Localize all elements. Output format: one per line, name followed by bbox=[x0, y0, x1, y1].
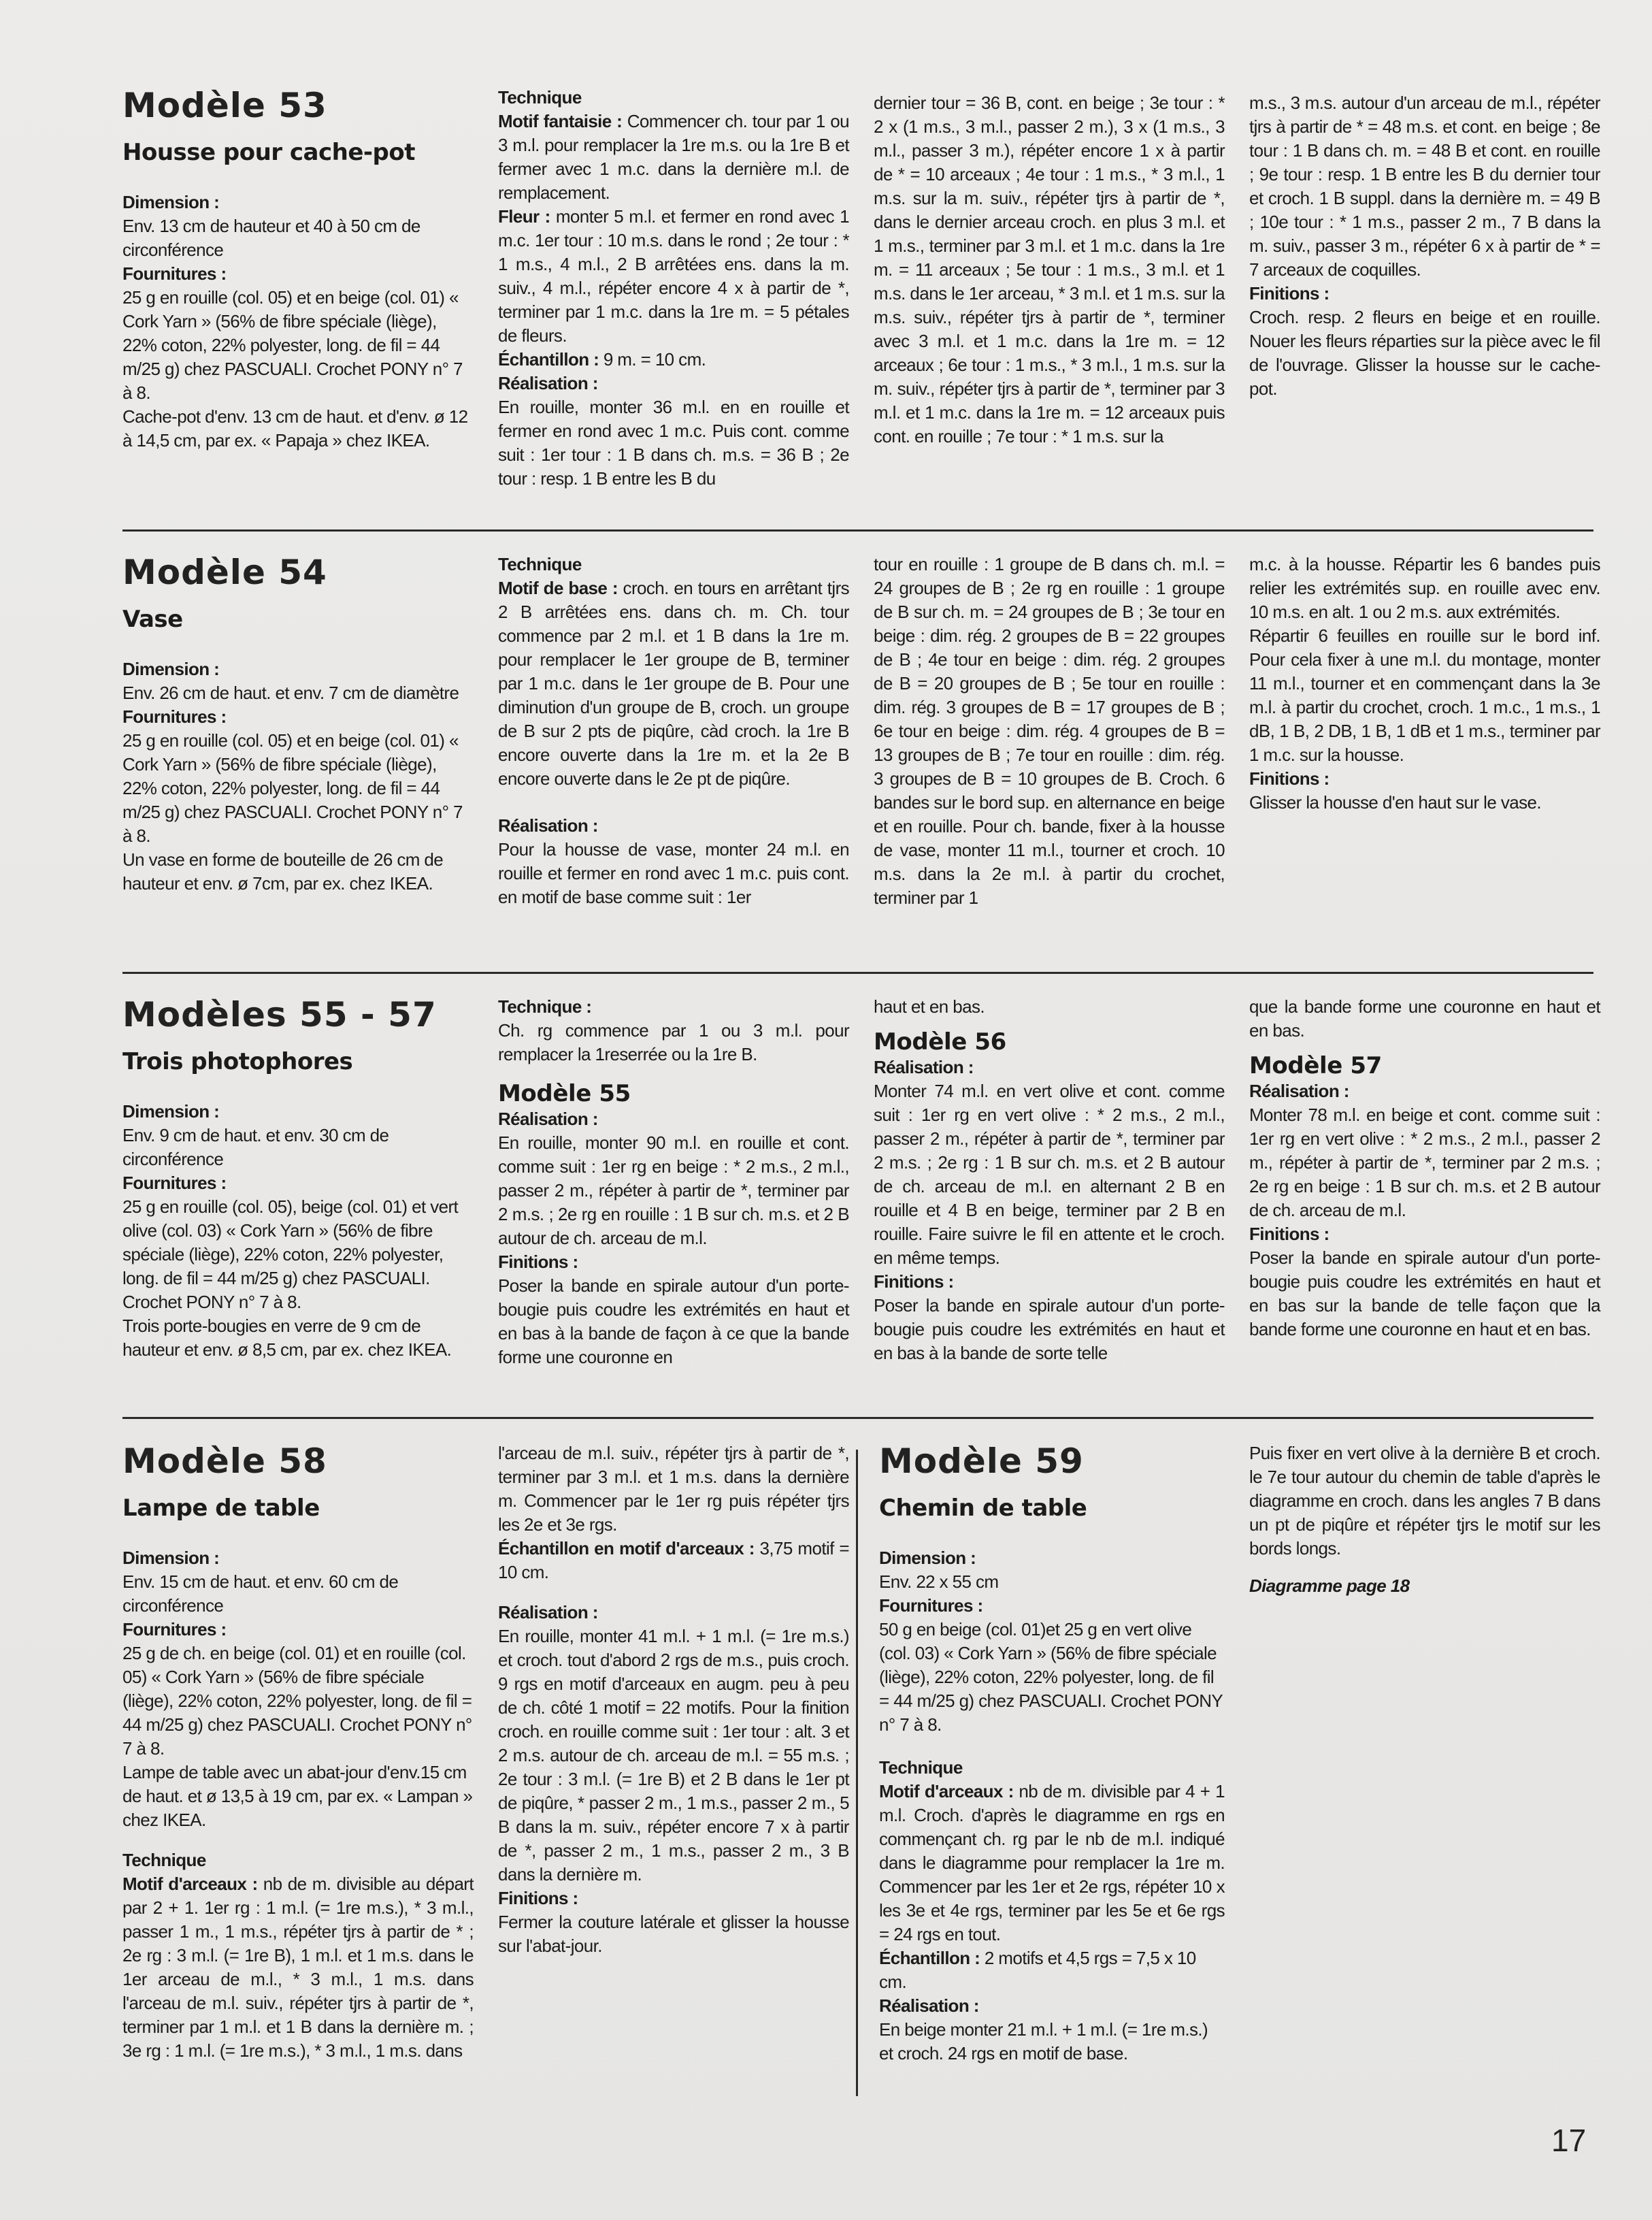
m59-fournitures-heading: Fournitures : bbox=[879, 1595, 983, 1616]
m58-motif: nb de m. divisible au départ par 2 + 1. 1er rg : 1 m.l. (= 1re m.s.), * 3 m.l., passer 1 m., 1 m.s., répéter tjrs à partir de * ; 2e rg : 3 m.l. (= 1re B), 1 m.l. et 1 m.s. dans le 1er arceau de m.l., * 3 m.l., 1 m.s. dans l'arceau de m.l. suiv., répéter tjrs à partir de *, terminer par 1 m.l. et 1 B dans la dernière m. ; 3e rg : 1 m.l. (= 1re m.s.), * 3 m.l., 1 m.s. dans bbox=[122, 1874, 474, 2061]
m53-col4-text: m.s., 3 m.s. autour d'un arceau de m.l., répéter tjrs à partir de * = 48 m.s. et cont. en beige ; 8e tour : 1 B dans ch. m. = 48 B et cont. en rouille ; 9e tour : resp. 1 B entre les B du dernier tour et croch. 1 B suppl. dans la dernière m. = 49 B ; 10e tour : * 1 m.s., passer 2 m., 7 B dans la m. suiv., passer 3 m., répéter 6 x à partir de * = 7 arceaux de coquilles. bbox=[1249, 93, 1600, 280]
m53-echantillon: 9 m. = 10 cm. bbox=[603, 349, 706, 370]
m58-finitions-heading: Finitions : bbox=[498, 1888, 578, 1908]
page-number: 17 bbox=[1551, 2123, 1587, 2158]
m59-dimension-heading: Dimension : bbox=[879, 1548, 976, 1568]
m59-technique-heading: Technique bbox=[879, 1757, 963, 1778]
m54-col-2 bbox=[498, 553, 849, 910]
m54-finitions-heading: Finitions : bbox=[1249, 768, 1329, 789]
m55-finitions: Poser la bande en spirale autour d'un porte-bougie puis coudre les extrémités en haut et en bas à la bande de façon à ce que la bande forme une couronne en bbox=[498, 1275, 849, 1367]
m55-col-1 bbox=[122, 995, 474, 1369]
m54-title: Modèle 54 bbox=[122, 553, 327, 592]
m55-fournitures-2: Trois porte-bougies en verre de 9 cm de hauteur et env. ø 8,5 cm, par ex. chez IKEA. bbox=[122, 1316, 452, 1360]
m53-col-1 bbox=[122, 86, 474, 491]
m55-col3-top: haut et en bas. bbox=[874, 996, 985, 1017]
m59-echantillon-heading: Échantillon : bbox=[879, 1948, 980, 1968]
m55-57-title: Modèles 55 - 57 bbox=[122, 995, 437, 1034]
divider-1 bbox=[122, 529, 1593, 532]
m55-heading: Modèle 55 bbox=[498, 1080, 631, 1107]
m58-dimension-heading: Dimension : bbox=[122, 1548, 220, 1568]
m59-echantillon: 2 motifs et 4,5 rgs = 7,5 x 10 cm. bbox=[879, 1948, 1196, 1992]
m53-fleur: monter 5 m.l. et fermer en rond avec 1 m.c. 1er tour : 10 m.s. dans le rond ; 2e tour : * 1 m.s., 4 m.l., 2 B arrêtées ens. dans la m. suiv., 4 m.l., répéter encore 4 x à partir de *, terminer par 1 m.c. dans la 1re m. = 5 pétales de fleurs. bbox=[498, 206, 850, 346]
m54-motif-heading: Motif de base : bbox=[498, 578, 618, 598]
m53-fournitures: 25 g en rouille (col. 05) et en beige (col. 01) « Cork Yarn » (56% de fibre spéciale (liège), 22% coton, 22% polyester, long. de fil = 44 m/25 g) chez PASCUALI. Crochet PONY n° 7 à 8. bbox=[122, 287, 463, 403]
section-modeles-58-59 bbox=[122, 1441, 1600, 2066]
m55-fournitures: 25 g en rouille (col. 05), beige (col. 01) et vert olive (col. 03) « Cork Yarn » (56% de fibre spéciale (liège), 22% coton, 22% polyester, long. de fil = 44 m/25 g) chez PASCUALI. Crochet PONY n° 7 à 8. bbox=[122, 1196, 459, 1312]
m55-realisation-heading: Réalisation : bbox=[498, 1109, 598, 1129]
m54-fournitures-2: Un vase en forme de bouteille de 26 cm de hauteur et env. ø 7cm, par ex. chez IKEA. bbox=[122, 849, 444, 894]
divider-3 bbox=[122, 1417, 1593, 1419]
m58-fournitures: 25 g de ch. en beige (col. 01) et en rouille (col. 05) « Cork Yarn » (56% de fibre spéciale (liège), 22% coton, 22% polyester, long. de fil = 44 m/25 g) chez PASCUALI. Crochet PONY n° 7 à 8. bbox=[122, 1643, 472, 1759]
m54-motif: croch. en tours en arrêtant tjrs 2 B arrêtées ens. dans ch. m. Ch. tour commence par 2 m.l. et 1 B dans la 1re m. pour remplacer le 1er groupe de B, terminer par 1 m.c. dans le 1er groupe de B. Pour une diminution d'un groupe de B, croch. un groupe de B sur 2 pts de piqûre, càd croch. la 1re B encore ouverte dans la 1re m. et la 2e B encore ouverte dans le 2e pt de piqûre. bbox=[498, 578, 850, 789]
m53-dimension: Env. 13 cm de hauteur et 40 à 50 cm de circonférence bbox=[122, 216, 420, 260]
m54-dimension: Env. 26 cm de haut. et env. 7 cm de diamètre bbox=[122, 683, 459, 703]
m53-echantillon-heading: Échantillon : bbox=[498, 349, 599, 370]
column-divider-58-59 bbox=[856, 1450, 858, 2096]
m55-technique-heading: Technique : bbox=[498, 996, 592, 1017]
section-modeles-55-57 bbox=[122, 995, 1600, 1369]
m54-finitions: Glisser la housse d'en haut sur le vase. bbox=[1249, 792, 1541, 813]
m58-col2-text: l'arceau de m.l. suiv., répéter tjrs à partir de *, terminer par 3 m.l. et 1 m.s. dans la dernière m. Commencer par le 1er rg puis répéter tjrs les 2e et 3e rgs. bbox=[498, 1443, 849, 1535]
m53-subtitle: Housse pour cache-pot bbox=[122, 139, 415, 166]
m59-col-4 bbox=[1249, 1441, 1600, 2066]
m53-finitions: Croch. resp. 2 fleurs en beige et en rouille. Nouer les fleurs réparties sur la pièce avec le fil de l'ouvrage. Glisser la housse sur le cache-pot. bbox=[1249, 307, 1600, 399]
m58-subtitle: Lampe de table bbox=[122, 1495, 320, 1522]
m53-fournitures-heading: Fournitures : bbox=[122, 263, 227, 284]
m59-motif-heading: Motif d'arceaux : bbox=[879, 1781, 1014, 1801]
m59-subtitle: Chemin de table bbox=[879, 1495, 1087, 1522]
m56-finitions: Poser la bande en spirale autour d'un porte-bougie puis coudre les extrémités en haut et en bas à la bande de sorte telle bbox=[874, 1295, 1225, 1363]
m53-fournitures-2: Cache-pot d'env. 13 cm de haut. et d'env. ø 12 à 14,5 cm, par ex. « Papaja » chez IKEA. bbox=[122, 406, 468, 451]
m53-title: Modèle 53 bbox=[122, 86, 327, 125]
m58-technique-heading: Technique bbox=[122, 1850, 206, 1870]
m59-motif: nb de m. divisible par 4 + 1 m.l. Croch. d'après le diagramme en rgs en commençant ch. rg par le nb de m.l. indiqué dans le diagramme pour remplacer la 1re m. Commencer par les 1er et 2e rgs, répéter 10 x les 3e et 4e rgs, terminer par les 5e et 6e rgs = 24 rgs en tout. bbox=[879, 1781, 1225, 1944]
m55-col-2 bbox=[498, 995, 849, 1369]
m53-realisation-heading: Réalisation : bbox=[498, 373, 598, 393]
m57-col-4 bbox=[1249, 995, 1600, 1369]
m57-realisation-heading: Réalisation : bbox=[1249, 1081, 1349, 1101]
m53-realisation: En rouille, monter 36 m.l. en en rouille et fermer en rond avec 1 m.c. Puis cont. comme suit : 1er tour : 1 B dans ch. m.s. = 36 B ; 2e tour : resp. 1 B entre les B du bbox=[498, 397, 849, 489]
m53-dimension-heading: Dimension : bbox=[122, 192, 220, 212]
m58-finitions: Fermer la couture latérale et glisser la housse sur l'abat-jour. bbox=[498, 1912, 849, 1956]
m53-col-2 bbox=[498, 86, 849, 491]
section-modele-53 bbox=[122, 86, 1600, 491]
m54-realisation-heading: Réalisation : bbox=[498, 815, 598, 836]
m57-finitions: Poser la bande en spirale autour d'un porte-bougie puis coudre les extrémités en haut et en bas sur la bande de telle façon que la bande forme une couronne en haut et en bas. bbox=[1249, 1247, 1600, 1339]
m58-realisation: En rouille, monter 41 m.l. + 1 m.l. (= 1re m.s.) et croch. tout d'abord 2 rgs de m.s., puis croch. 9 rgs en motif d'arceaux en augm. peu à peu de ch. côté 1 motif = 22 motifs. Pour la finition croch. en rouille comme suit : 1er tour : alt. 3 et 2 m.s. autour de ch. arceau de m.l. = 55 m.s. ; 2e tour : 3 m.l. (= 1re B) et 2 B dans le 1er pt de piqûre, * passer 2 m., 1 m.s., passer 2 m., 5 B dans la m. suiv., répéter encore 7 x à partir de *, passer 2 m., 1 m.s., passer 2 m., 3 B dans la dernière m. bbox=[498, 1626, 849, 1884]
m54-subtitle: Vase bbox=[122, 606, 183, 633]
m58-col-2 bbox=[498, 1441, 849, 2066]
m53-technique-heading: Technique bbox=[498, 87, 582, 108]
m55-fournitures-heading: Fournitures : bbox=[122, 1173, 227, 1193]
m54-technique-heading: Technique bbox=[498, 554, 582, 574]
m59-fournitures: 50 g en beige (col. 01)et 25 g en vert olive (col. 03) « Cork Yarn » (56% de fibre spéciale (liège), 22% coton, 22% polyester, long. de fil = 44 m/25 g) chez PASCUALI. Crochet PONY n° 7 à 8. bbox=[879, 1619, 1223, 1735]
m59-diagram-reference: Diagramme page 18 bbox=[1249, 1576, 1410, 1596]
m56-heading: Modèle 56 bbox=[874, 1028, 1006, 1056]
m54-col4-text-b: Répartir 6 feuilles en rouille sur le bord inf. Pour cela fixer à une m.l. du montage, monter 11 m.l., tourner et en commençant dans la 3e m.l. à partir du crochet, croch. 1 m.c., 1 m.s., 1 dB, 1 B, 2 DB, 1 B, 1 dB et 1 m.s., terminer par 1 m.c. sur la housse. bbox=[1249, 625, 1600, 765]
m53-finitions-heading: Finitions : bbox=[1249, 283, 1329, 304]
m55-dimension-heading: Dimension : bbox=[122, 1101, 220, 1122]
m53-fleur-heading: Fleur : bbox=[498, 206, 550, 227]
m56-col-3 bbox=[874, 995, 1225, 1369]
m57-realisation: Monter 78 m.l. en beige et cont. comme suit : 1er rg en vert olive : * 2 m.s., 2 m.l., passer 2 m., répéter à partir de *, terminer par 2 m.s. ; 2e rg en beige : 1 B sur ch. m.s. et 2 B autour de ch. arceau de m.l. bbox=[1249, 1105, 1600, 1220]
m53-col-4 bbox=[1249, 86, 1600, 491]
m54-dimension-heading: Dimension : bbox=[122, 659, 220, 679]
m56-realisation-heading: Réalisation : bbox=[874, 1057, 974, 1077]
m58-title: Modèle 58 bbox=[122, 1441, 327, 1481]
m55-realisation: En rouille, monter 90 m.l. en rouille et cont. comme suit : 1er rg en beige : * 2 m.s., 2 m.l., passer 2 m., répéter à partir de *, terminer par 2 m.s. ; 2e rg en rouille : 1 B sur ch. m.s. et 2 B autour de ch. arceau de m.l. bbox=[498, 1132, 849, 1248]
m58-fournitures-heading: Fournitures : bbox=[122, 1619, 227, 1639]
m59-col4-text: Puis fixer en vert olive à la dernière B et croch. le 7e tour autour du chemin de table d'après le diagramme en croch. dans les angles 7 B dans un pt de piqûre et répéter tjrs le motif sur les bords longs. bbox=[1249, 1443, 1600, 1558]
m59-realisation-heading: Réalisation : bbox=[879, 1995, 979, 2016]
m58-motif-heading: Motif d'arceaux : bbox=[122, 1874, 258, 1894]
m58-echantillon: 3,75 motif = 10 cm. bbox=[498, 1538, 849, 1582]
m54-col-3 bbox=[874, 553, 1225, 910]
m56-col4-top: que la bande forme une couronne en haut et en bas. bbox=[1249, 996, 1600, 1041]
m54-col-4 bbox=[1249, 553, 1600, 910]
m55-dimension: Env. 9 cm de haut. et env. 30 cm de circonférence bbox=[122, 1125, 389, 1169]
section-modele-54 bbox=[122, 553, 1600, 910]
m54-fournitures: 25 g en rouille (col. 05) et en beige (col. 01) « Cork Yarn » (56% de fibre spéciale (liège), 22% coton, 22% polyester, long. de fil = 44 m/25 g) chez PASCUALI. Crochet PONY n° 7 à 8. bbox=[122, 730, 463, 846]
m58-dimension: Env. 15 cm de haut. et env. 60 cm de circonférence bbox=[122, 1571, 399, 1616]
m54-col3-text: tour en rouille : 1 groupe de B dans ch. m.l. = 24 groupes de B ; 2e rg en rouille : 1 groupe de B sur ch. m. = 24 groupes de B ; 3e tour en beige : dim. rég. 2 groupes de B = 22 groupes de B ; 4e tour en beige : dim. rég. 2 groupes de B = 20 groupes de B ; 5e tour en rouille : dim. rég. 3 groupes de B = 17 groupes de B ; 6e tour en beige : dim. rég. 4 groupes de B = 13 groupes de B ; 7e tour en rouille : dim. rég. 3 groupes de B = 10 groupes de B. Croch. 6 bandes sur le bord sup. en alternance en beige et en rouille. Pour ch. bande, fixer à la housse de vase, monter 11 m.l., tourner et croch. 10 m.s. dans la 2e m.l. à partir du crochet, terminer par 1 bbox=[874, 554, 1225, 908]
m58-fournitures-2: Lampe de table avec un abat-jour d'env.15 cm de haut. et ø 13,5 à 19 cm, par ex. « Lampan » chez IKEA. bbox=[122, 1762, 473, 1830]
m58-echantillon-heading: Échantillon en motif d'arceaux : bbox=[498, 1538, 755, 1558]
m58-col-1 bbox=[122, 1441, 474, 2066]
m59-dimension: Env. 22 x 55 cm bbox=[879, 1571, 999, 1592]
divider-2 bbox=[122, 972, 1593, 974]
m55-finitions-heading: Finitions : bbox=[498, 1252, 578, 1272]
m54-col4-text: m.c. à la housse. Répartir les 6 bandes puis relier les extrémités sup. en rouille avec env. 10 m.s. en alt. 1 ou 2 m.s. aux extrémités. bbox=[1249, 554, 1600, 622]
m55-technique: Ch. rg commence par 1 ou 3 m.l. pour remplacer la 1reserrée ou la 1re B. bbox=[498, 1020, 849, 1064]
m53-col3-text: dernier tour = 36 B, cont. en beige ; 3e tour : * 2 x (1 m.s., 3 m.l., passer 2 m.), 3 x (1 m.s., 3 m.l., passer 3 m.), répéter encore 1 x à partir de * = 10 arceaux ; 4e tour : 1 m.s., * 3 m.l., 1 m.s. sur la m. suiv., répéter tjrs à partir de *, dans le dernier arceau croch. en plus 3 m.l. et 1 m.s., terminer par 3 m.l. et 1 m.c. dans la 1re m. = 11 arceaux ; 5e tour : 1 m.s., 3 m.l. et 1 m.s. dans le 1er arceau, * 3 m.l. et 1 m.s. sur la m.s. suiv., répéter tjrs à partir de *, terminer avec 3 m.l. et 1 m.c. dans la 1re m. = 12 arceaux ; 6e tour : 1 m.s., * 3 m.l., 1 m.s. sur la m. suiv., répéter tjrs à partir de *, terminer par 3 m.l. et 1 m.c. dans la 1re m. = 12 arceaux puis cont. en rouille ; 7e tour : * 1 m.s. sur la bbox=[874, 93, 1225, 446]
m54-realisation: Pour la housse de vase, monter 24 m.l. en rouille et fermer en rond avec 1 m.c. puis cont. en motif de base comme suit : 1er bbox=[498, 839, 849, 907]
m59-title: Modèle 59 bbox=[879, 1441, 1084, 1481]
m55-57-subtitle: Trois photophores bbox=[122, 1048, 353, 1075]
m59-realisation: En beige monter 21 m.l. + 1 m.l. (= 1re m.s.) et croch. 24 rgs en motif de base. bbox=[879, 2019, 1208, 2063]
m54-col-1 bbox=[122, 553, 474, 910]
m59-col-3 bbox=[874, 1441, 1225, 2066]
m56-realisation: Monter 74 m.l. en vert olive et cont. comme suit : 1er rg en vert olive : * 2 m.s., 2 m.l., passer 2 m., répéter à partir de *, terminer par 2 m.s. ; 2e rg : 1 B sur ch. m.s. et 2 B autour de ch. arceau de m.l. en alternant 2 B en rouille et 4 B en beige, terminer par 2 B en rouille. Faire suivre le fil en attente et le croch. en même temps. bbox=[874, 1081, 1225, 1268]
m58-realisation-heading: Réalisation : bbox=[498, 1602, 598, 1622]
m54-fournitures-heading: Fournitures : bbox=[122, 706, 227, 727]
m53-motif: Commencer ch. tour par 1 ou 3 m.l. pour remplacer la 1re m.s. ou la 1re B et fermer avec 1 m.c. dans la dernière m.l. de remplacement. bbox=[498, 111, 850, 203]
m57-finitions-heading: Finitions : bbox=[1249, 1224, 1329, 1244]
m53-motif-heading: Motif fantaisie : bbox=[498, 111, 623, 131]
m56-finitions-heading: Finitions : bbox=[874, 1271, 954, 1292]
m53-col-3 bbox=[874, 86, 1225, 491]
m57-heading: Modèle 57 bbox=[1249, 1052, 1382, 1079]
